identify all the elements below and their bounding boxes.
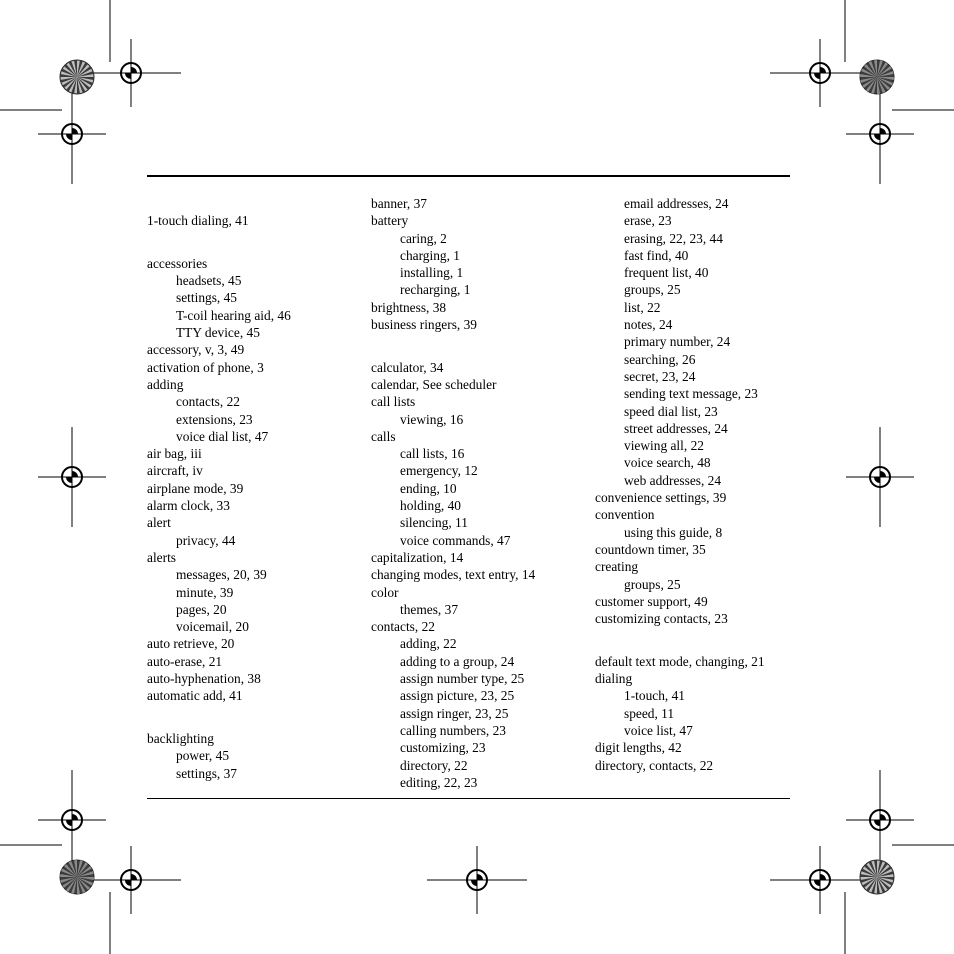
index-subentry: themes, 37 [400,601,459,617]
index-subentry: emergency, 12 [400,463,478,479]
registration-target-icon [38,770,106,870]
index-subentry: viewing, 16 [400,411,464,427]
index-entry: banner, 37 [371,196,427,211]
index-subentry: customizing, 23 [400,740,486,756]
index-subentry: power, 45 [176,748,230,764]
index-entry: calls [371,428,396,444]
index-entry: auto-erase, 21 [147,653,223,669]
index-entry: aircraft, iv [147,463,203,479]
index-subentry: installing, 1 [400,265,464,281]
index-subentry: notes, 24 [624,317,673,333]
index-entry: directory, contacts, 22 [595,757,714,773]
index-subentry: privacy, 44 [176,532,236,548]
index-subentry: assign number type, 25 [400,671,525,687]
registration-target-icon [427,846,527,914]
index-entry: accessories [147,255,208,271]
index-subentry: viewing all, 22 [624,438,704,454]
index-subentry: speed dial list, 23 [624,403,718,419]
registration-target-icon [770,39,870,107]
sunburst-mark-icon [860,60,894,94]
index-entry: alert [147,515,171,531]
index-subentry: web addresses, 24 [624,472,722,488]
index-subentry: holding, 40 [400,498,462,514]
index-entry: backlighting [147,730,214,746]
index-entry: accessory, v, 3, 49 [147,342,245,358]
index-subentry: voicemail, 20 [176,619,249,635]
index-subentry: headsets, 45 [176,273,242,289]
sunburst-mark-icon [860,860,894,894]
index-subentry: frequent list, 40 [624,265,709,281]
registration-target-icon [38,427,106,527]
index-entry: calculator, 34 [371,359,444,375]
index-subentry: recharging, 1 [400,282,471,298]
index-entry: alarm clock, 33 [147,498,230,514]
index-subentry: call lists, 16 [400,446,465,462]
index-subentry: TTY device, 45 [176,325,260,341]
index-subentry: groups, 25 [624,576,681,592]
index-entry: air bag, iii [147,446,202,462]
index-subentry: groups, 25 [624,282,681,298]
index-entry: capitalization, 14 [371,549,464,565]
index-subentry: adding, 22 [400,636,457,652]
index-entry: 1-touch dialing, 41 [147,213,249,229]
index-subentry: voice search, 48 [624,455,711,471]
index-entry: creating [595,559,639,575]
sunburst-mark-icon [60,60,94,94]
index-entry: customizing contacts, 23 [595,611,728,627]
index-subentry: contacts, 22 [176,394,240,410]
index-subentry: settings, 37 [176,765,238,781]
index-subentry: silencing, 11 [400,515,468,531]
index-subentry: extensions, 23 [176,411,253,427]
registration-target-icon [846,770,914,870]
registration-target-icon [38,84,106,184]
index-subentry: searching, 26 [624,351,696,367]
index-entry: call lists [371,394,416,410]
index-subentry: sending text message, 23 [624,386,758,402]
index-subentry: minute, 39 [176,584,234,600]
index-entry: changing modes, text entry, 14 [371,567,536,583]
registration-target-icon [770,846,870,914]
index-entry: calendar, See scheduler [371,376,497,392]
index-subentry: voice dial list, 47 [176,428,269,444]
registration-target-icon [81,846,181,914]
index-entry: brightness, 38 [371,299,447,315]
index-entry: default text mode, changing, 21 [595,653,765,669]
index-entry: automatic add, 41 [147,688,243,704]
index-subentry: adding to a group, 24 [400,653,515,669]
index-entry: auto retrieve, 20 [147,636,235,652]
index-entry: digit lengths, 42 [595,740,682,756]
index-entry: dialing [595,671,633,687]
registration-target-icon [846,427,914,527]
registration-target-icon [81,39,181,107]
index-subentry: secret, 23, 24 [624,368,696,384]
index-subentry: settings, 45 [176,290,238,306]
index-subentry: charging, 1 [400,247,460,263]
index-entry: contacts, 22 [371,619,435,635]
index-entry: convention [595,507,655,523]
index-subentry: editing, 22, 23 [400,774,478,790]
index-subentry: email addresses, 24 [624,196,729,211]
index-subentry: pages, 20 [176,601,227,617]
index-entry: alerts [147,549,176,565]
index-entry: auto-hyphenation, 38 [147,671,261,687]
index-entry: activation of phone, 3 [147,359,264,375]
index-subentry: voice commands, 47 [400,532,511,548]
index-subentry: ending, 10 [400,480,457,496]
index-entry: airplane mode, 39 [147,480,244,496]
index-subentry: using this guide, 8 [624,524,723,540]
index-subentry: assign picture, 23, 25 [400,688,515,704]
index-subentry: primary number, 24 [624,334,731,350]
index-entry: business ringers, 39 [371,317,478,333]
index-subentry: directory, 22 [400,757,468,773]
index-subentry: calling numbers, 23 [400,722,506,738]
index-subentry: voice list, 47 [624,722,693,738]
index-subentry: 1-touch, 41 [624,688,685,704]
index-entry: convenience settings, 39 [595,490,727,506]
index-subentry: T-coil hearing aid, 46 [176,307,291,323]
index-subentry: erasing, 22, 23, 44 [624,230,723,246]
index-entry: battery [371,213,409,229]
index-subentry: erase, 23 [624,213,672,229]
registration-target-icon [846,84,914,184]
index-entry: customer support, 49 [595,593,708,609]
sunburst-mark-icon [60,860,94,894]
index-entry: countdown timer, 35 [595,541,706,557]
index-subentry: street addresses, 24 [624,420,728,436]
index-entry: adding [147,376,184,392]
index-subentry: fast find, 40 [624,247,689,263]
index-subentry: messages, 20, 39 [176,567,267,583]
index-subentry: caring, 2 [400,230,447,246]
index-subentry: list, 22 [624,299,661,315]
index-entry: color [371,584,399,600]
index-subentry: speed, 11 [624,705,675,721]
index-subentry: assign ringer, 23, 25 [400,705,509,721]
